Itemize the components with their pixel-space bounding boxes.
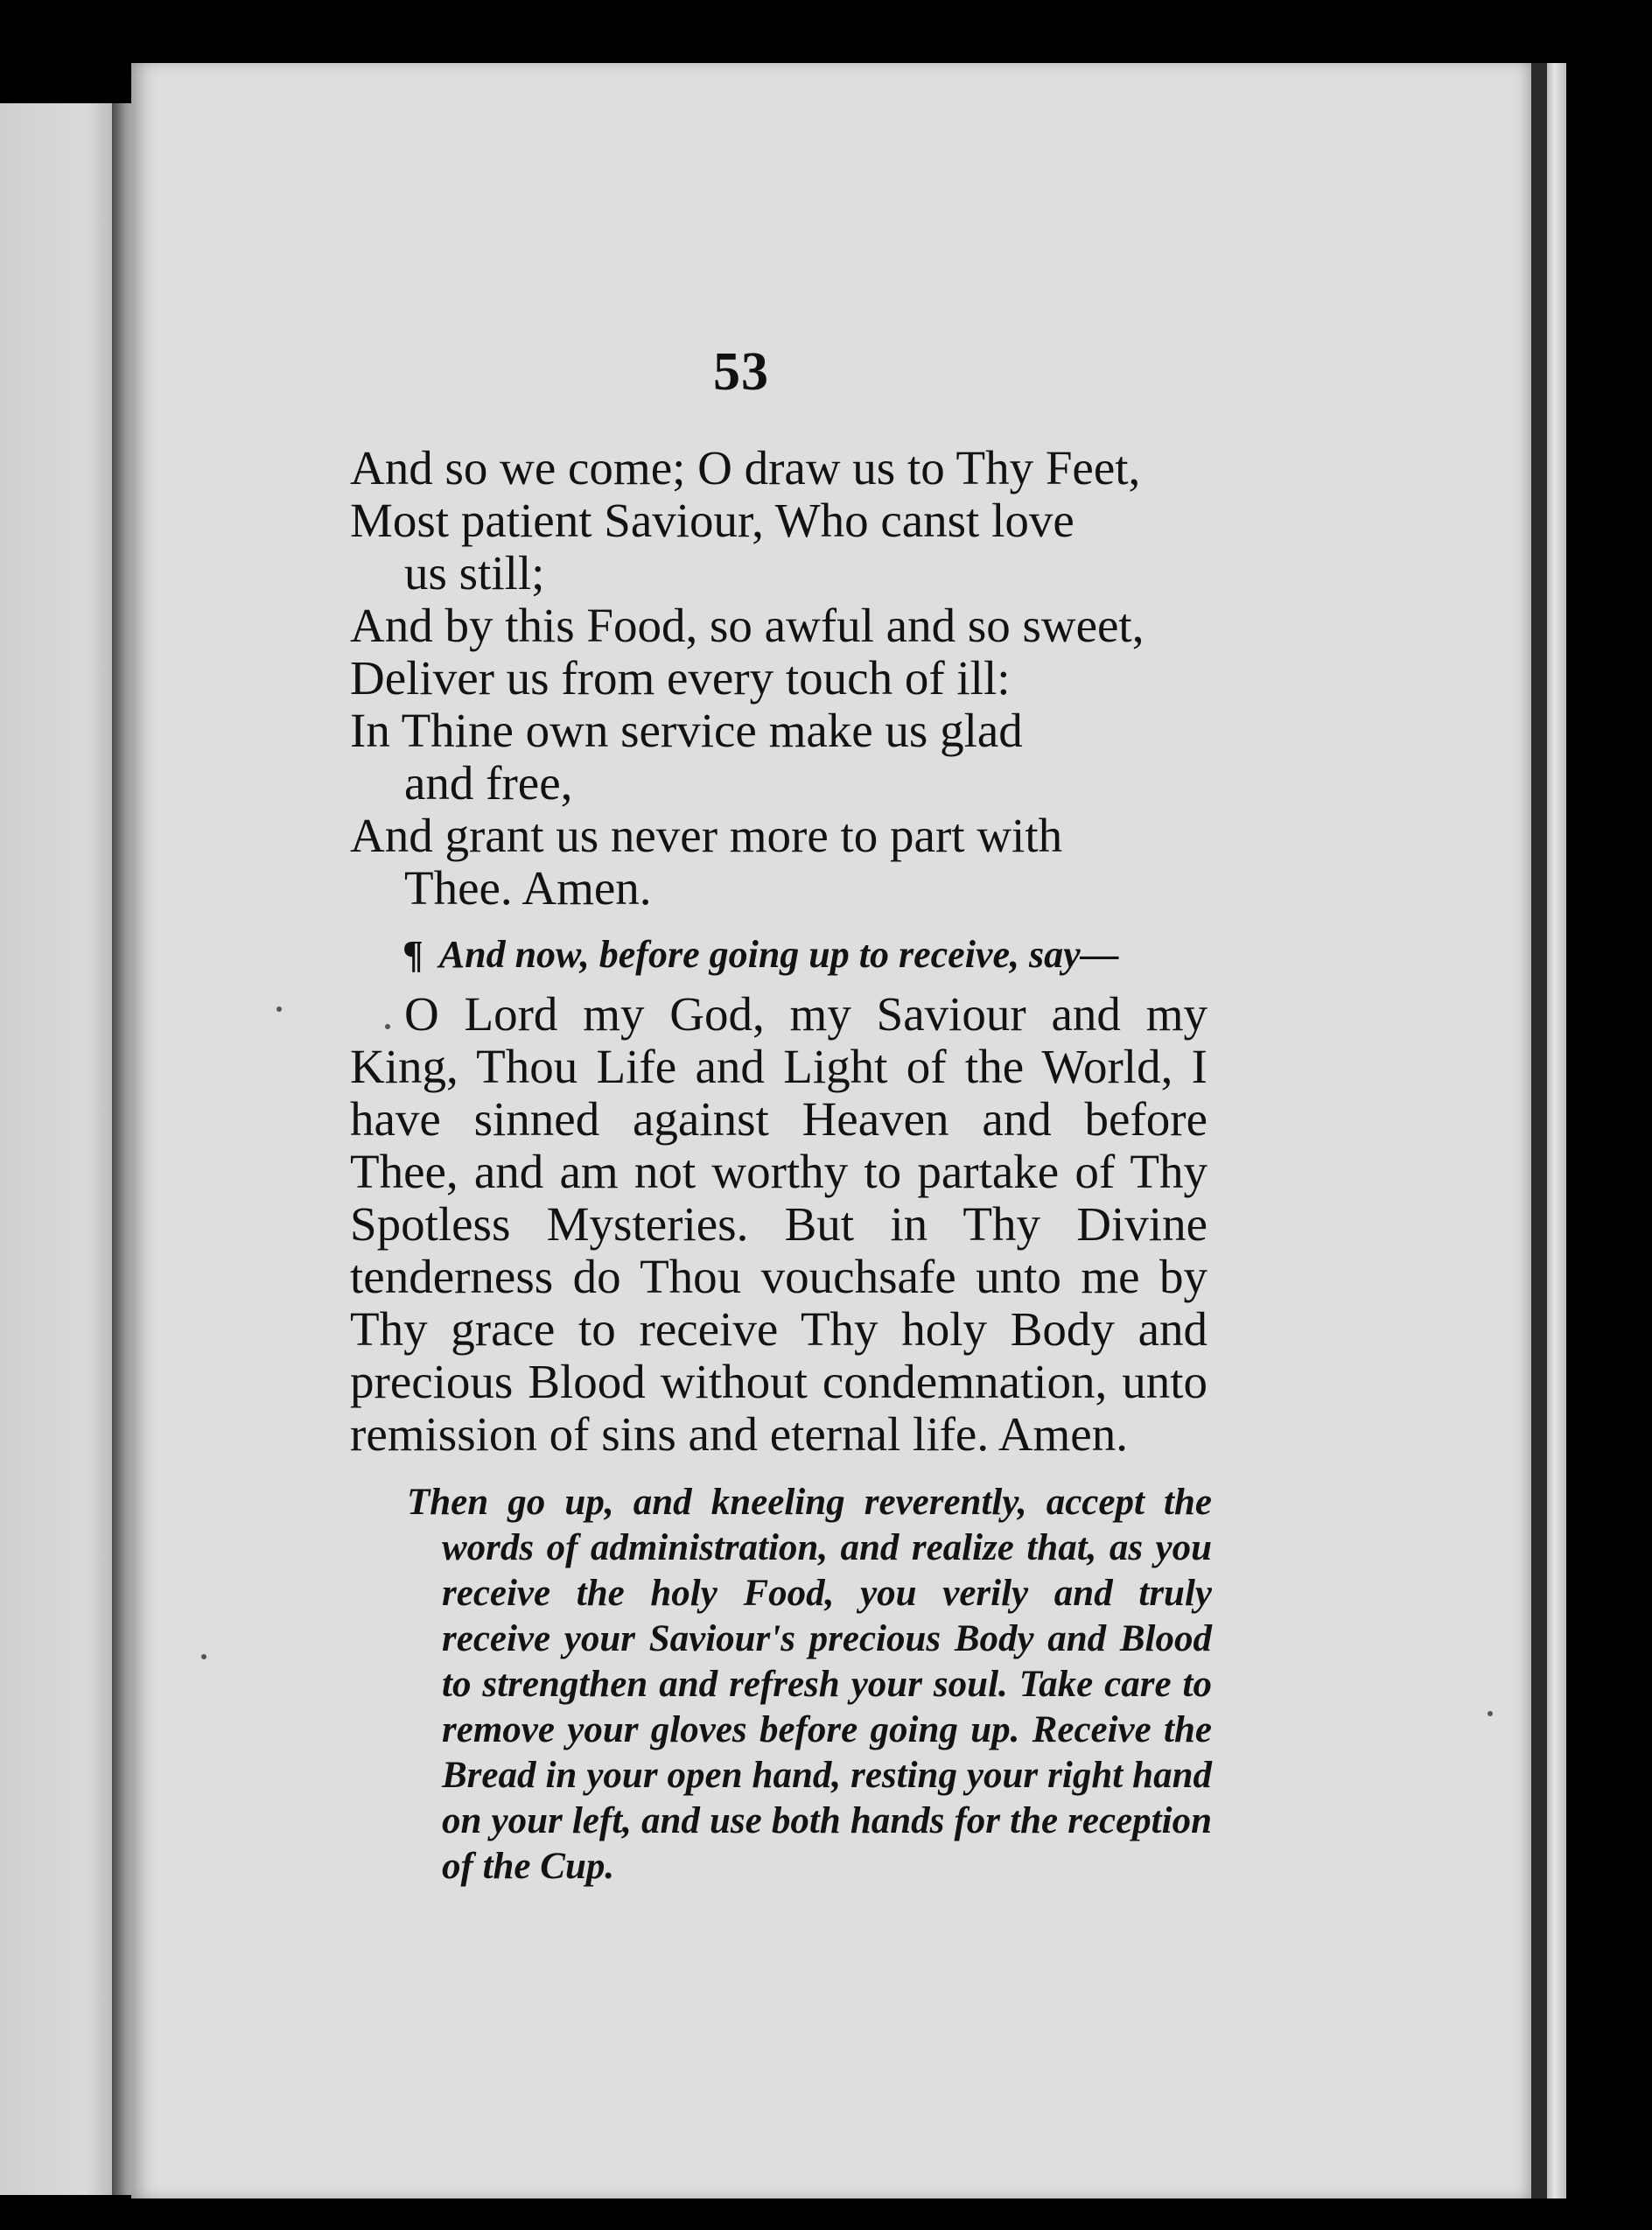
prayer-paragraph: O Lord my God, my Saviour and my King, Thou Life and Light of the World, I have sinned against Heaven and before Thee, and am not worthy to partake of Thy Spotless Mysteries. But in Thy Divine tenderness do Thou vouchsafe unto me by Thy grace to receive Thy holy Body and precious Blood without condemnation, unto remission of sins and eternal life. Amen. (350, 987, 1208, 1461)
pilcrow-mark: ¶ (402, 933, 424, 976)
page-text (350, 442, 1225, 1890)
verse-line: And grant us never more to part with (350, 809, 1063, 862)
rubric-text: And now, before going up to receive, say— (438, 933, 1119, 976)
communion-instruction: Then go up, and kneeling reverently, accept the words of administration, and realize that, as you receive the holy Food, you verily and truly receive your Saviour's precious Body and Blood to strengthen and refresh your soul. Take care to remove your gloves before going up. Receive the Bread in your open hand, resting your right hand on your left, and use both hands for the reception of the Cup. (407, 1482, 1212, 1887)
verse-line: And so we come; O draw us to Thy Feet, (350, 441, 1141, 494)
verse-line: Most patient Saviour, Who canst love (350, 494, 1074, 547)
hymn-verse (350, 442, 1225, 915)
page-number: 53 (713, 342, 769, 402)
page-right-edge (1547, 63, 1566, 2198)
verse-line: Thee. Amen. (404, 861, 652, 915)
paper-speck (201, 1654, 206, 1659)
left-page-edge (0, 103, 122, 2195)
verse-line: And by this Food, so awful and so sweet, (350, 599, 1144, 652)
paper-speck (385, 1024, 390, 1029)
verse-line: Deliver us from every touch of ill: (350, 651, 1011, 705)
paper-speck (1488, 1711, 1493, 1716)
verse-line: and free, (404, 756, 573, 810)
verse-line: In Thine own service make us glad (350, 704, 1023, 757)
verse-line: us still; (404, 546, 545, 600)
paper-speck (276, 1006, 282, 1012)
rubric-direction (350, 930, 1225, 979)
